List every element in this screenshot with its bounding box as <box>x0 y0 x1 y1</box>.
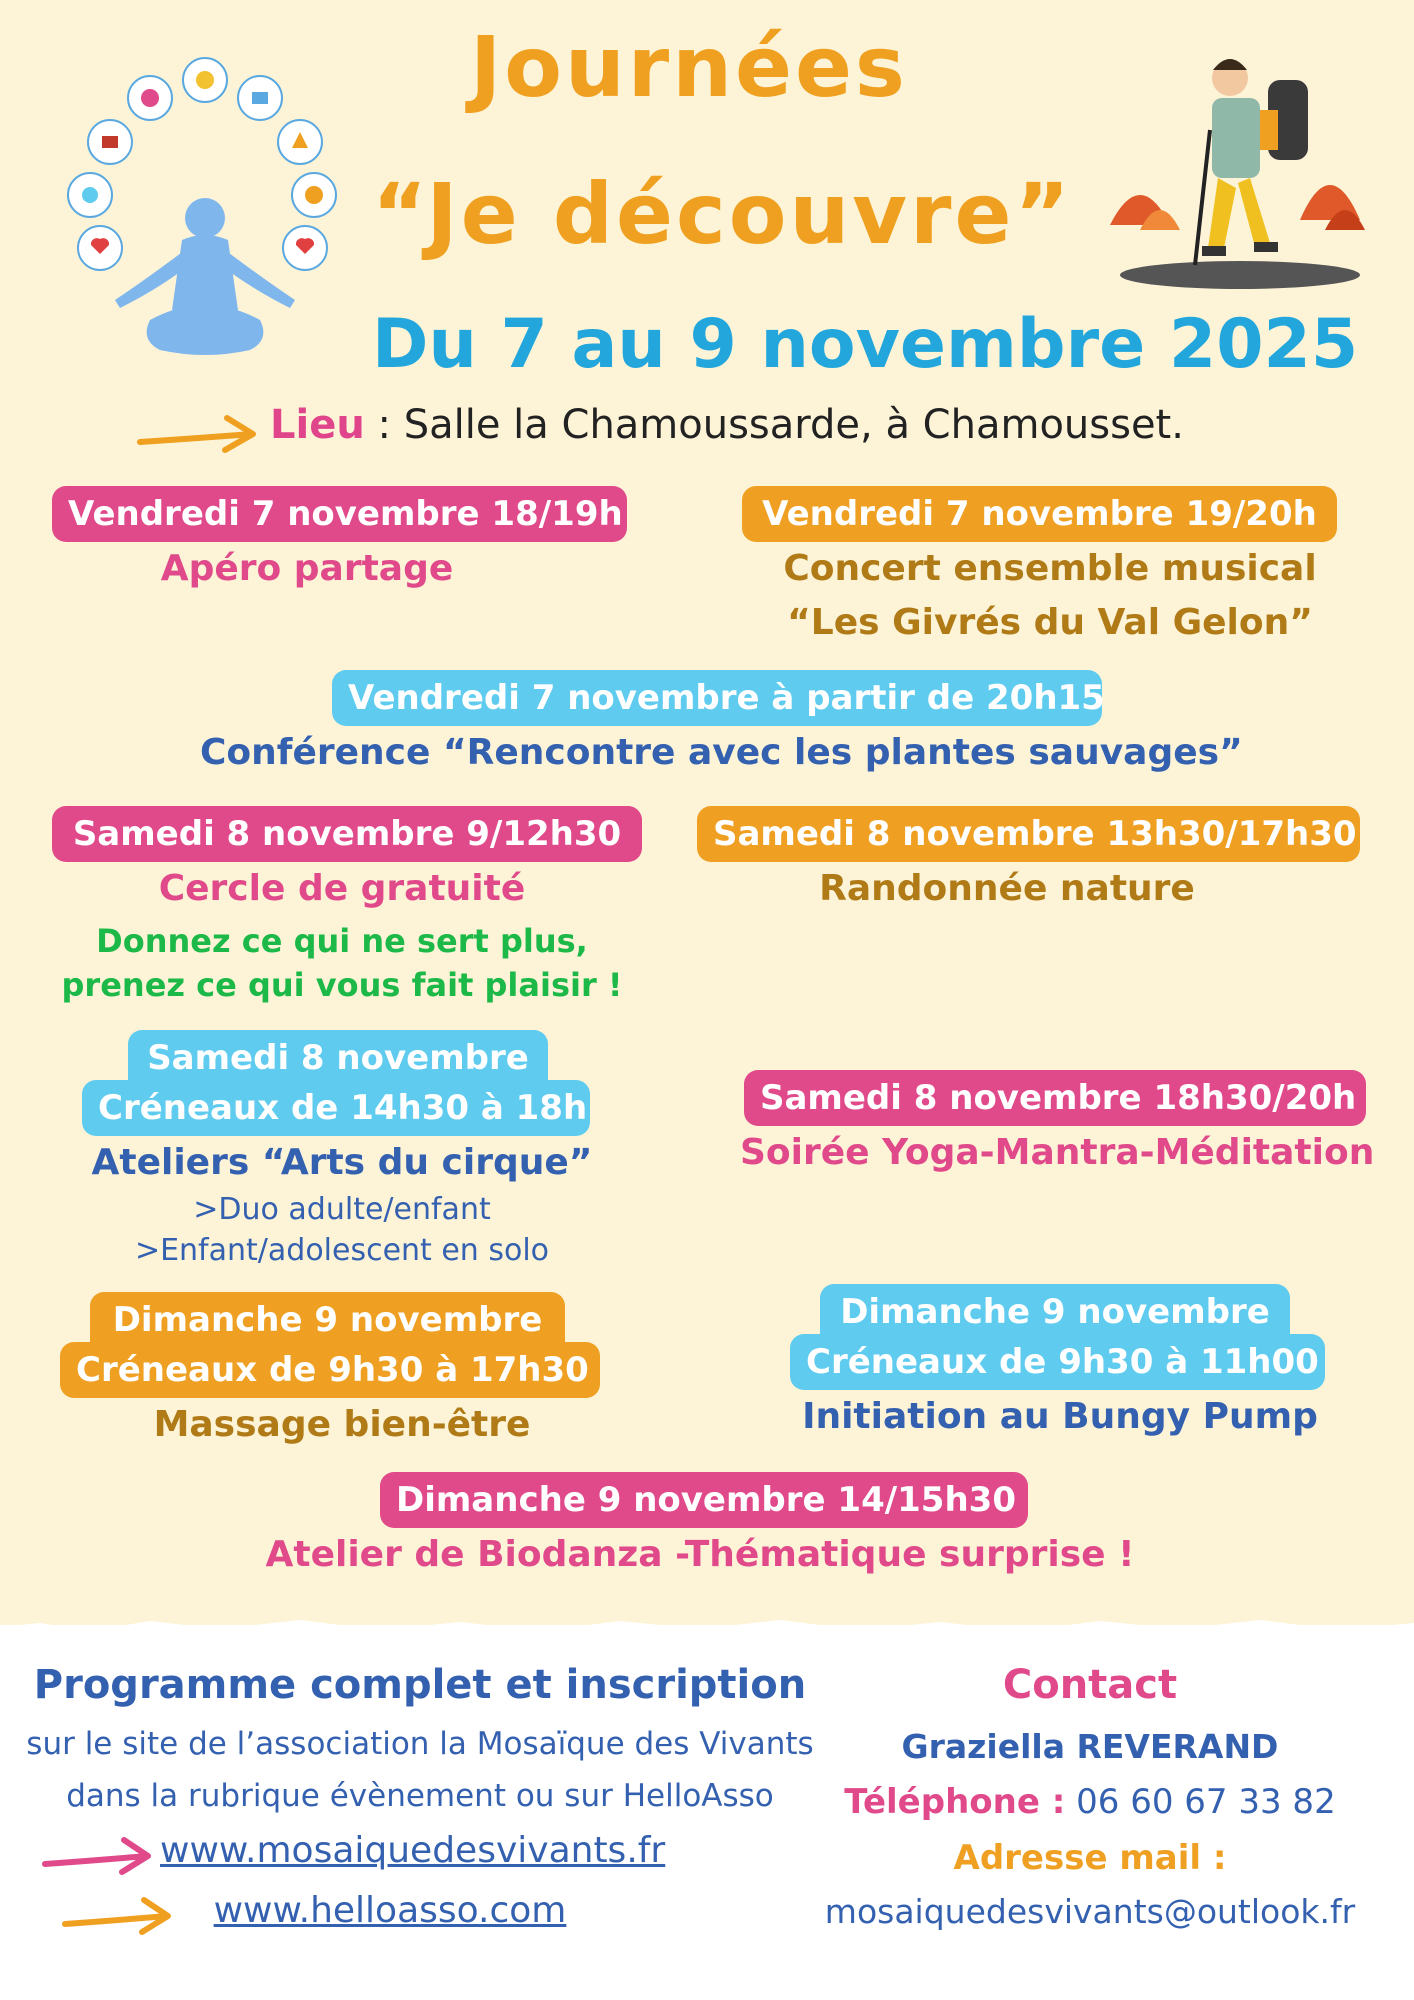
event-1-title: Apéro partage <box>160 548 454 589</box>
event-2-title-2: “Les Givrés du Val Gelon” <box>787 602 1313 643</box>
arrow-right-icon <box>40 1832 160 1882</box>
phone-value: 06 60 67 33 82 <box>1065 1782 1336 1822</box>
meditation-figure-icon <box>60 50 350 380</box>
contact-phone <box>800 1782 1380 1822</box>
event-9-title: Initiation au Bungy Pump <box>802 1396 1318 1437</box>
mail-label: Adresse mail : <box>953 1838 1227 1878</box>
page-title-line2: “Je découvre” <box>372 165 1073 263</box>
event-2-date: Vendredi 7 novembre 19/20h <box>742 486 1337 542</box>
event-6-sub-1: >Duo adulte/enfant <box>193 1192 491 1227</box>
event-1-date: Vendredi 7 novembre 18/19h <box>52 486 627 542</box>
arrow-right-icon <box>60 1892 180 1942</box>
event-10-title: Atelier de Biodanza -Thématique surprise ! <box>265 1534 1135 1575</box>
event-dates: Du 7 au 9 novembre 2025 <box>372 305 1359 384</box>
arrow-right-icon <box>135 410 265 460</box>
program-line-2: dans la rubrique évènement ou sur HelloAsso <box>66 1778 774 1814</box>
event-7-title: Soirée Yoga-Mantra-Méditation <box>740 1132 1375 1173</box>
event-5-title: Randonnée nature <box>819 868 1195 909</box>
event-4-note-2: prenez ce qui vous fait plaisir ! <box>61 966 623 1004</box>
event-8-date-2: Créneaux de 9h30 à 17h30 <box>60 1342 600 1398</box>
hiker-icon <box>1110 50 1370 290</box>
venue <box>270 402 1184 448</box>
phone-label: Téléphone : <box>844 1782 1066 1822</box>
venue-text: : Salle la Chamoussarde, à Chamousset. <box>364 402 1184 448</box>
event-8-title: Massage bien-être <box>153 1404 531 1445</box>
event-9-date-1: Dimanche 9 novembre <box>820 1284 1290 1340</box>
event-3-date: Vendredi 7 novembre à partir de 20h15 <box>332 670 1102 726</box>
program-line-1: sur le site de l’association la Mosaïque des Vivants <box>26 1726 814 1762</box>
event-8-date-1: Dimanche 9 novembre <box>90 1292 565 1348</box>
venue-label: Lieu <box>270 402 365 448</box>
event-4-title: Cercle de gratuité <box>158 868 526 909</box>
event-5-date: Samedi 8 novembre 13h30/17h30 <box>697 806 1360 862</box>
event-3-title: Conférence “Rencontre avec les plantes sauvages” <box>200 732 1243 773</box>
contact-title: Contact <box>1002 1662 1178 1708</box>
link-helloasso[interactable]: www.helloasso.com <box>213 1890 567 1931</box>
event-6-date-2: Créneaux de 14h30 à 18h <box>82 1080 590 1136</box>
page-title-line1: Journées <box>470 18 908 116</box>
event-6-title: Ateliers “Arts du cirque” <box>91 1142 593 1183</box>
event-7-date: Samedi 8 novembre 18h30/20h <box>744 1070 1366 1126</box>
event-6-date-1: Samedi 8 novembre <box>128 1030 548 1086</box>
mail-value[interactable]: mosaiquedesvivants@outlook.fr <box>824 1892 1356 1931</box>
event-4-date: Samedi 8 novembre 9/12h30 <box>52 806 642 862</box>
program-title: Programme complet et inscription <box>33 1662 807 1708</box>
event-4-note-1: Donnez ce qui ne sert plus, <box>96 922 588 960</box>
event-9-date-2: Créneaux de 9h30 à 11h00 <box>790 1334 1325 1390</box>
event-6-sub-2: >Enfant/adolescent en solo <box>134 1233 550 1268</box>
contact-name: Graziella REVERAND <box>901 1727 1279 1766</box>
event-2-title-1: Concert ensemble musical <box>783 548 1317 589</box>
link-mosaique[interactable]: www.mosaiquedesvivants.fr <box>160 1830 666 1871</box>
event-10-date: Dimanche 9 novembre 14/15h30 <box>380 1472 1028 1528</box>
